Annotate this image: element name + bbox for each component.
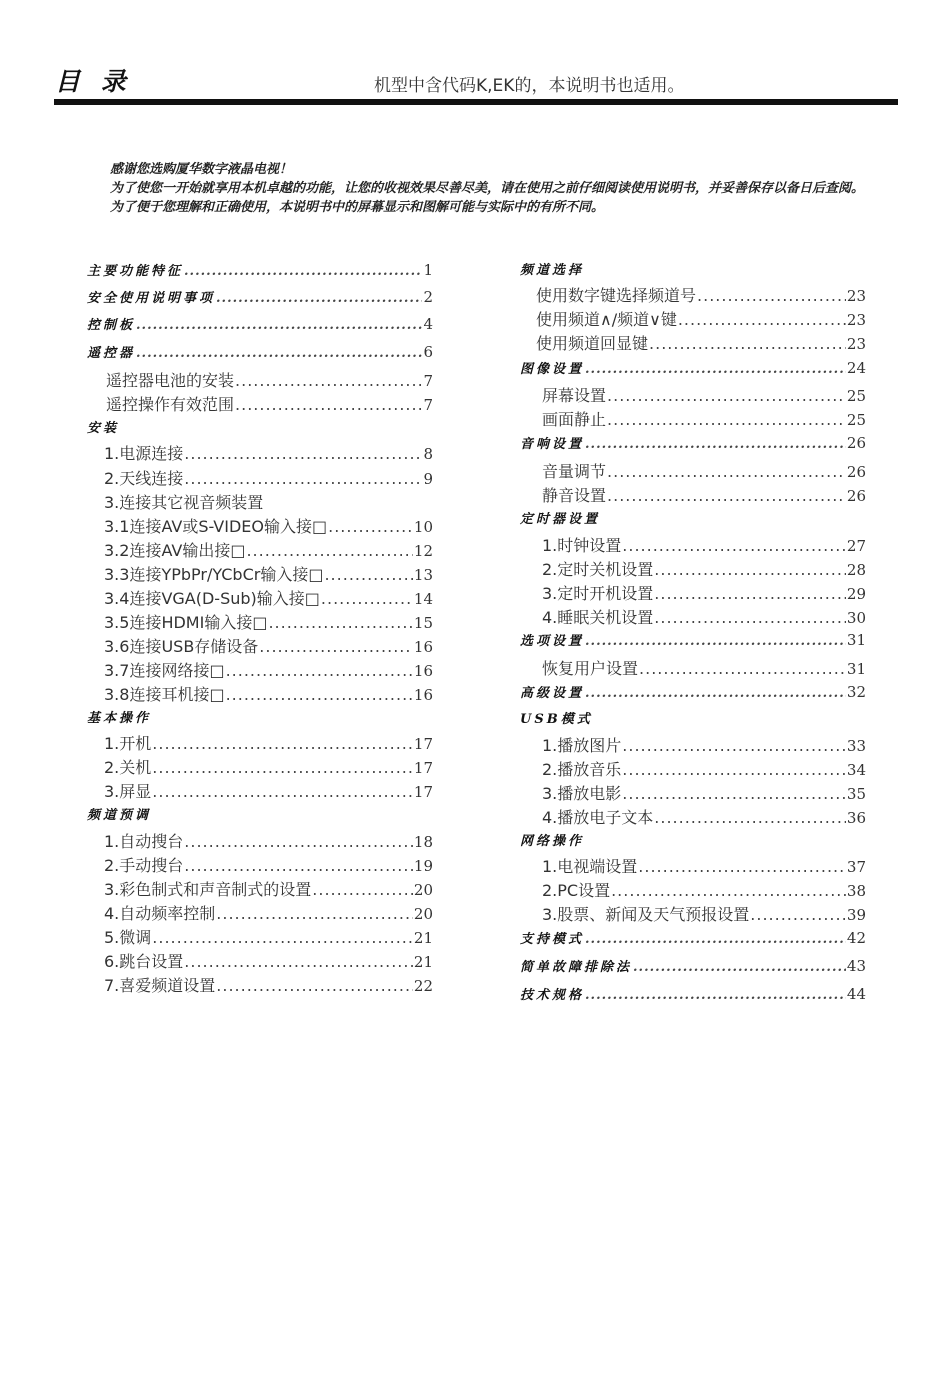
toc-leader-dots <box>152 734 413 753</box>
toc-entry-label: 安装 <box>87 421 120 436</box>
toc-page-number: 32 <box>846 683 866 701</box>
toc-entry <box>104 562 433 585</box>
toc-page-number: 15 <box>413 614 433 632</box>
toc-leader-dots <box>184 856 413 875</box>
toc-entry <box>542 757 866 780</box>
toc-entry <box>104 514 433 537</box>
toc-entry <box>520 708 593 727</box>
toc-leader-dots <box>607 410 846 429</box>
toc-entry <box>542 557 866 580</box>
toc-entry <box>542 656 866 679</box>
toc-page-number: 24 <box>846 359 866 377</box>
toc-entry <box>520 433 866 452</box>
toc-entry <box>104 949 433 972</box>
toc-entry-label: 画面静止 <box>542 410 607 429</box>
toc-page-number: 20 <box>413 881 433 899</box>
toc-entry <box>542 581 866 604</box>
intro-text <box>68 160 888 217</box>
toc-leader-dots <box>235 395 422 414</box>
toc-entry <box>87 287 433 306</box>
toc-entry <box>536 307 866 330</box>
toc-leader-dots <box>152 782 413 801</box>
toc-entry-label: 4.自动频率控制 <box>104 904 216 923</box>
toc-page-number: 36 <box>846 809 866 827</box>
toc-entry <box>104 877 433 900</box>
toc-entry-label: 简单故障排除法 <box>520 960 633 975</box>
toc-entry <box>542 878 866 901</box>
toc-entry-label: 2.定时关机设置 <box>542 560 654 579</box>
toc-page-number: 16 <box>413 686 433 704</box>
toc-leader-dots <box>235 371 422 390</box>
toc-entry-label: 3.播放电影 <box>542 784 622 803</box>
toc-entry-label: 选项设置 <box>520 634 585 649</box>
toc-page-number: 29 <box>846 585 866 603</box>
toc-entry <box>542 407 866 430</box>
toc-leader-dots <box>611 881 846 900</box>
toc-entry <box>542 902 866 925</box>
toc-page-number: 7 <box>423 396 433 414</box>
header-rule <box>54 99 898 105</box>
toc-entry-label: 频道选择 <box>520 263 585 278</box>
toc-entry <box>87 707 151 726</box>
toc-page-number: 17 <box>413 783 433 801</box>
toc-leader-dots <box>622 736 846 755</box>
toc-leader-dots <box>152 928 413 947</box>
toc-entry <box>104 490 263 513</box>
toc-leader-dots <box>152 758 413 777</box>
toc-leader-dots <box>622 760 846 779</box>
toc-entry <box>87 417 119 436</box>
toc-page-number: 9 <box>423 470 433 488</box>
toc-entry <box>106 392 433 415</box>
toc-entry <box>106 368 433 391</box>
toc-entry-label: 静音设置 <box>542 486 607 505</box>
toc-entry-label: 2.PC设置 <box>542 881 611 900</box>
toc-entry-label: 遥控操作有效范围 <box>106 395 235 414</box>
toc-page-number: 43 <box>846 957 866 975</box>
toc-entry-label: 恢复用户设置 <box>542 659 639 678</box>
toc-entry-label: 频道预调 <box>87 808 152 823</box>
toc-entry-label: 3.5连接HDMI输入接□ <box>104 613 268 632</box>
toc-leader-dots <box>654 584 846 603</box>
toc-entry <box>104 441 433 464</box>
toc-leader-dots <box>226 685 413 704</box>
toc-leader-dots <box>622 784 846 803</box>
toc-page-number: 38 <box>846 882 866 900</box>
toc-entry <box>104 779 433 802</box>
toc-page-number: 18 <box>413 833 433 851</box>
toc-entry-label: 3.1连接AV或S-VIDEO输入接□ <box>104 517 328 536</box>
toc-entry-label: 1.电视端设置 <box>542 857 638 876</box>
toc-page-number: 34 <box>846 761 866 779</box>
toc-leader-dots <box>678 310 846 329</box>
toc-page-number: 35 <box>846 785 866 803</box>
toc-leader-dots <box>649 334 846 353</box>
toc-entry <box>104 658 433 681</box>
toc-page-number: 25 <box>846 387 866 405</box>
toc-page-number: 1 <box>423 261 433 279</box>
toc-entry-label: 2.手动搜台 <box>104 856 184 875</box>
toc-page-number: 2 <box>423 288 433 306</box>
toc-leader-dots <box>216 976 413 995</box>
toc-entry <box>520 630 866 649</box>
toc-leader-dots <box>216 904 413 923</box>
toc-leader-dots <box>607 386 846 405</box>
toc-page-number: 23 <box>846 335 866 353</box>
toc-leader-dots <box>585 437 846 452</box>
toc-entry-label: 3.屏显 <box>104 782 152 801</box>
toc-entry-label: 技术规格 <box>520 988 585 1003</box>
intro-line-2: 为了使您一开始就享用本机卓越的功能，让您的收视效果尽善尽美，请在使用之前仔细阅读使用说明书，并妥善保存以备日后查阅。 <box>110 181 865 196</box>
toc-page-number: 14 <box>413 590 433 608</box>
toc-page-number: 16 <box>413 662 433 680</box>
toc-entry-label: 1.播放图片 <box>542 736 622 755</box>
toc-leader-dots <box>184 952 413 971</box>
toc-page-number: 17 <box>413 735 433 753</box>
toc-entry <box>520 358 866 377</box>
toc-leader-dots <box>585 686 846 701</box>
toc-entry-label: 7.喜爱频道设置 <box>104 976 216 995</box>
toc-entry-label: 音量调节 <box>542 462 607 481</box>
toc-entry-label: 安全使用说明事项 <box>87 291 216 306</box>
toc-entry <box>542 605 866 628</box>
toc-entry <box>104 901 433 924</box>
toc-entry-label: 3.3连接YPbPr/YCbCr输入接□ <box>104 565 324 584</box>
toc-page-number: 4 <box>423 315 433 333</box>
toc-entry-label: 4.睡眠关机设置 <box>542 608 654 627</box>
toc-leader-dots <box>321 589 413 608</box>
toc-entry <box>520 928 866 947</box>
toc-leader-dots <box>633 960 846 975</box>
toc-entry <box>104 466 433 489</box>
toc-leader-dots <box>259 637 413 656</box>
toc-entry-label: 3.股票、新闻及天气预报设置 <box>542 905 750 924</box>
toc-entry-label: 2.天线连接 <box>104 469 184 488</box>
page-subtitle: 机型中含代码K,EK的，本说明书也适用。 <box>374 76 685 96</box>
toc-leader-dots <box>184 264 422 279</box>
toc-entry-label: 2.关机 <box>104 758 152 777</box>
toc-entry <box>520 830 584 849</box>
toc-page-number: 30 <box>846 609 866 627</box>
toc-leader-dots <box>184 469 422 488</box>
toc-page-number: 12 <box>413 542 433 560</box>
toc-entry <box>520 682 866 701</box>
toc-leader-dots <box>750 905 846 924</box>
toc-entry-label: 使用频道∧/频道∨键 <box>536 310 677 329</box>
toc-page-number: 25 <box>846 411 866 429</box>
toc-page-number: 22 <box>413 977 433 995</box>
toc-entry-label: 高级设置 <box>520 686 585 701</box>
toc-page-number: 7 <box>423 372 433 390</box>
toc-page-number: 31 <box>846 631 866 649</box>
toc-leader-dots <box>226 661 413 680</box>
toc-page-number: 13 <box>413 566 433 584</box>
toc-entry-label: USB模式 <box>520 712 593 727</box>
toc-entry <box>104 634 433 657</box>
toc-entry-label: 使用数字键选择频道号 <box>536 286 697 305</box>
toc-entry <box>536 331 866 354</box>
toc-leader-dots <box>312 880 413 899</box>
toc-entry-label: 控制板 <box>87 318 136 333</box>
toc-entry-label: 6.跳台设置 <box>104 952 184 971</box>
toc-entry <box>104 829 433 852</box>
toc-entry-label: 1.电源连接 <box>104 444 184 463</box>
toc-entry <box>87 342 433 361</box>
toc-entry-label: 定时器设置 <box>520 512 601 527</box>
toc-page-number: 44 <box>846 985 866 1003</box>
toc-page-number: 8 <box>423 445 433 463</box>
toc-page-number: 31 <box>846 660 866 678</box>
toc-page-number: 10 <box>413 518 433 536</box>
toc-entry-label: 3.8连接耳机接□ <box>104 685 225 704</box>
toc-entry <box>104 755 433 778</box>
toc-page-number: 20 <box>413 905 433 923</box>
toc-leader-dots <box>136 346 422 361</box>
toc-page-number: 21 <box>413 929 433 947</box>
toc-entry <box>542 781 866 804</box>
toc-entry <box>520 984 866 1003</box>
toc-entry <box>542 459 866 482</box>
toc-leader-dots <box>585 634 846 649</box>
toc-page-number: 33 <box>846 737 866 755</box>
toc-entry <box>104 538 433 561</box>
toc-entry <box>87 314 433 333</box>
toc-entry <box>104 586 433 609</box>
toc-page-number: 37 <box>846 858 866 876</box>
toc-leader-dots <box>585 932 846 947</box>
toc-entry-label: 3.定时开机设置 <box>542 584 654 603</box>
toc-entry-label: 网络操作 <box>520 834 585 849</box>
toc-entry-label: 基本操作 <box>87 711 152 726</box>
toc-leader-dots <box>184 444 422 463</box>
toc-entry <box>542 733 866 756</box>
toc-entry-label: 2.播放音乐 <box>542 760 622 779</box>
toc-entry <box>104 682 433 705</box>
toc-leader-dots <box>585 362 846 377</box>
toc-entry <box>520 508 600 527</box>
toc-page-number: 23 <box>846 311 866 329</box>
toc-entry <box>536 283 866 306</box>
toc-leader-dots <box>622 536 846 555</box>
toc-entry <box>104 610 433 633</box>
toc-page-number: 27 <box>846 537 866 555</box>
toc-leader-dots <box>654 808 846 827</box>
toc-entry <box>520 259 584 278</box>
toc-page-number: 39 <box>846 906 866 924</box>
toc-page-number: 6 <box>423 343 433 361</box>
intro-line-3: 为了便于您理解和正确使用，本说明书中的屏幕显示和图解可能与实际中的有所不同。 <box>110 200 605 215</box>
toc-entry-label: 5.微调 <box>104 928 152 947</box>
toc-entry-label: 遥控器 <box>87 346 136 361</box>
page-title: 目 录 <box>55 67 132 96</box>
toc-leader-dots <box>697 286 846 305</box>
toc-leader-dots <box>607 462 846 481</box>
toc-entry-label: 遥控器电池的安装 <box>106 371 235 390</box>
toc-entry-label: 3.4连接VGA(D-Sub)输入接□ <box>104 589 320 608</box>
toc-entry <box>87 804 151 823</box>
toc-leader-dots <box>268 613 412 632</box>
toc-entry-label: 3.2连接AV输出接□ <box>104 541 246 560</box>
toc-entry-label: 图像设置 <box>520 362 585 377</box>
toc-page-number: 26 <box>846 487 866 505</box>
toc-page-number: 19 <box>413 857 433 875</box>
toc-entry-label: 3.连接其它视音频装置 <box>104 493 264 512</box>
toc-entry <box>542 805 866 828</box>
toc-leader-dots <box>638 857 846 876</box>
toc-entry-label: 1.开机 <box>104 734 152 753</box>
toc-leader-dots <box>654 608 846 627</box>
toc-entry-label: 屏幕设置 <box>542 386 607 405</box>
toc-page-number: 21 <box>413 953 433 971</box>
toc-page-number: 28 <box>846 561 866 579</box>
toc-page-number: 16 <box>413 638 433 656</box>
toc-entry <box>104 973 433 996</box>
intro-line-1: 感谢您选购厦华数字液晶电视！ <box>110 162 293 177</box>
toc-entry-label: 4.播放电子文本 <box>542 808 654 827</box>
toc-entry <box>87 260 433 279</box>
toc-leader-dots <box>184 832 413 851</box>
toc-entry-label: 支持模式 <box>520 932 585 947</box>
toc-leader-dots <box>216 291 422 306</box>
toc-entry <box>542 533 866 556</box>
toc-leader-dots <box>607 486 846 505</box>
toc-leader-dots <box>585 988 846 1003</box>
toc-entry-label: 3.6连接USB存储设备 <box>104 637 259 656</box>
toc-entry-label: 3.7连接网络接□ <box>104 661 225 680</box>
toc-leader-dots <box>324 565 412 584</box>
toc-entry-label: 1.时钟设置 <box>542 536 622 555</box>
toc-entry-label: 1.自动搜台 <box>104 832 184 851</box>
toc-leader-dots <box>639 659 846 678</box>
toc-entry <box>520 956 866 975</box>
toc-leader-dots <box>136 318 422 333</box>
toc-entry-label: 3.彩色制式和声音制式的设置 <box>104 880 312 899</box>
toc-page-number: 17 <box>413 759 433 777</box>
toc-page-number: 42 <box>846 929 866 947</box>
toc-page-number: 23 <box>846 287 866 305</box>
toc-entry <box>104 731 433 754</box>
toc-entry <box>542 483 866 506</box>
toc-entry-label: 使用频道回显键 <box>536 334 649 353</box>
toc-leader-dots <box>654 560 846 579</box>
toc-entry-label: 主要功能特征 <box>87 264 184 279</box>
toc-entry <box>542 854 866 877</box>
toc-leader-dots <box>328 517 413 536</box>
toc-entry-label: 音响设置 <box>520 437 585 452</box>
toc-page-number: 26 <box>846 463 866 481</box>
toc-leader-dots <box>246 541 412 560</box>
toc-page-number: 26 <box>846 434 866 452</box>
toc-entry <box>104 925 433 948</box>
toc-entry <box>104 853 433 876</box>
toc-entry <box>542 383 866 406</box>
